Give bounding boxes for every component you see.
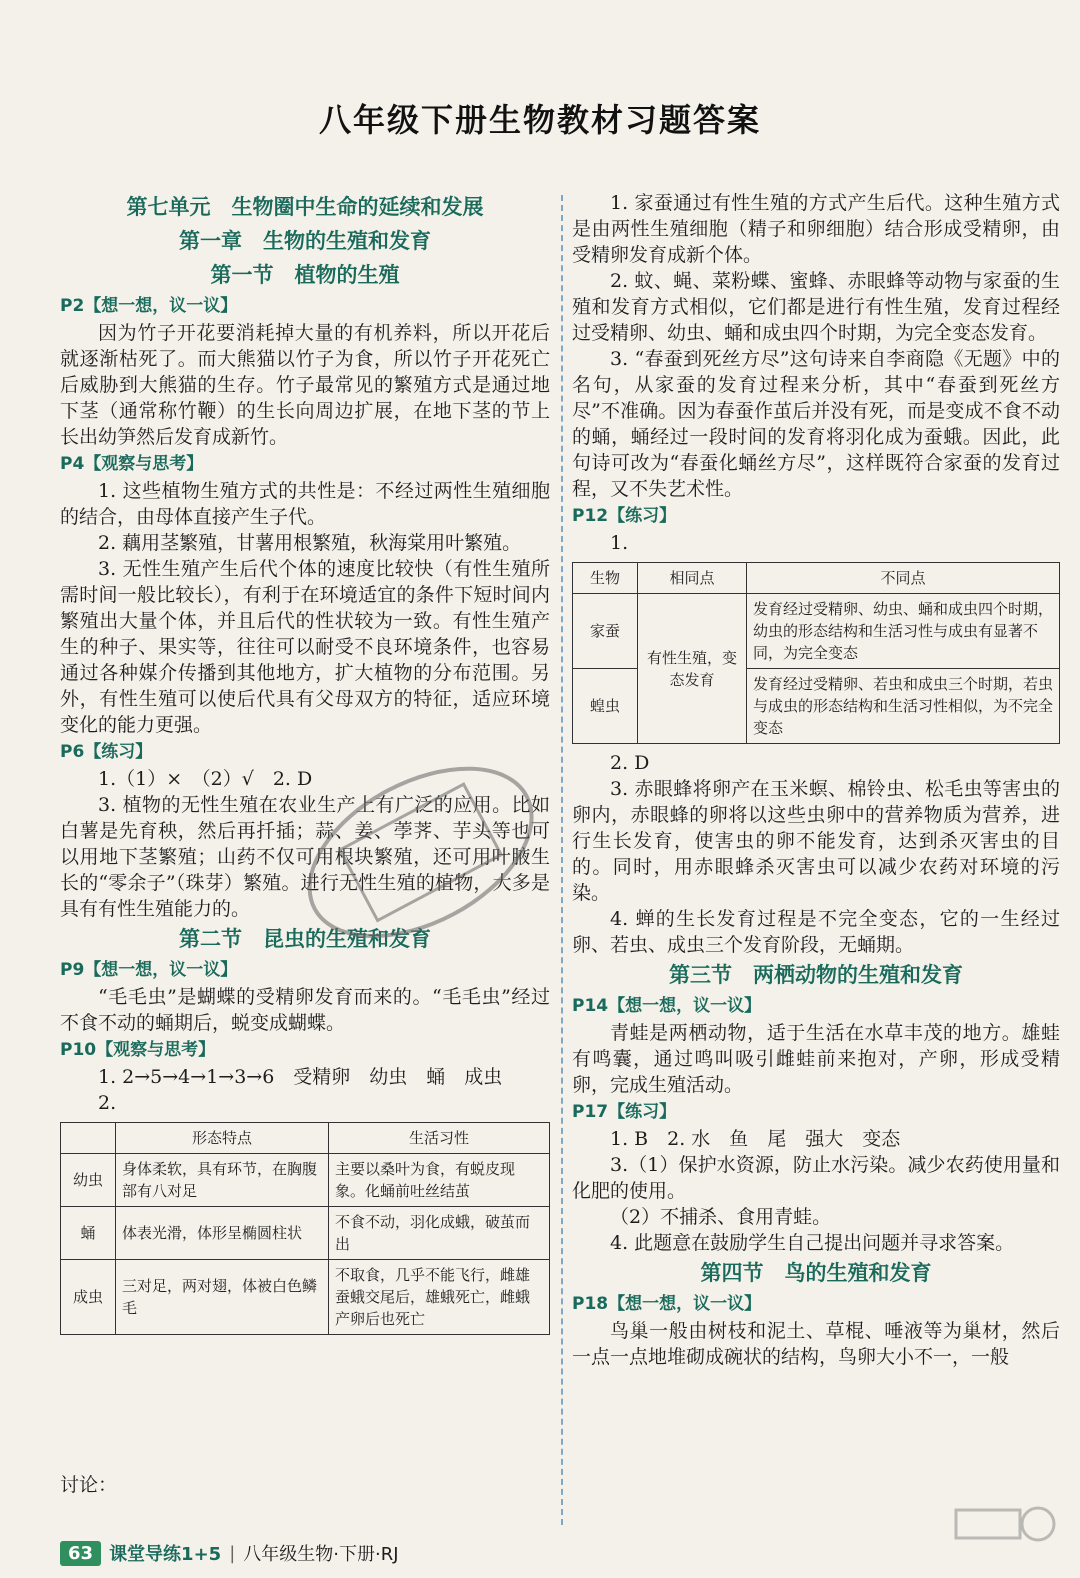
- p10-answer-2: 2.: [98, 1092, 117, 1114]
- table-header-cell: 生物: [573, 563, 638, 594]
- page-footer: [60, 1538, 399, 1568]
- section-heading-3: 第三节 两栖动物的生殖和发育: [669, 963, 963, 987]
- p9-answer: “毛毛虫”是蝴蝶的受精卵发育而来的。“毛毛虫”经过不食不动的蛹期后，蜕变成蝴蝶。: [60, 986, 550, 1034]
- p4-answer-1: 1. 这些植物生殖方式的共性是：不经过两性生殖细胞的结合，由母体直接产生子代。: [60, 480, 550, 528]
- p9-tag: P9【想一想，议一议】: [60, 960, 238, 980]
- p18-tag: P18【想一想，议一议】: [572, 1294, 762, 1314]
- table-cell: 不食不动，羽化成蛾，破茧而出: [329, 1207, 550, 1260]
- p4-answer-3: 3. 无性生殖产生后代个体的速度比较快（有性生殖所需时间一般比较长），有利于在环境适宜的条件下短时间内繁殖出大量个体，并且后代的性状较为一致。有性生殖产生的种子、果实等，往往可以耐受不良环境条件，也容易通过各种媒介传播到其他地方，扩大植物的分布范围。另外，有性生殖可以使后代具有父母双方的特征，适应环境变化的能力更强。: [60, 558, 550, 736]
- p6-tag: P6【练习】: [60, 742, 153, 762]
- page-title: 八年级下册生物教材习题答案: [318, 101, 761, 139]
- p12-answer-3: 3. 赤眼蜂将卵产在玉米螟、棉铃虫、松毛虫等害虫的卵内，赤眼蜂的卵将以这些虫卵中的营养物质为营养，进行生长发育，使害虫的卵不能发育，达到杀灭害虫的目的。同时，用赤眼蜂杀灭害虫可以减少农药对环境的污染。: [572, 778, 1060, 904]
- r-answer-3: 3. “春蚕到死丝方尽”这句诗来自李商隐《无题》中的名句，从家蚕的发育过程来分析，其中“春蚕到死丝方尽”不准确。因为春蚕作茧后并没有死，而是变成不食不动的蛹，蛹经过一段时间的发育将羽化成为蚕蛾。因此，此句诗可改为“春蚕化蛹丝方尽”，这样既符合家蚕的发育过程，又不失艺术性。: [572, 348, 1060, 500]
- p4-answer-2: 2. 藕用茎繁殖，甘薯用根繁殖，秋海棠用叶繁殖。: [98, 532, 522, 554]
- p10-tag: P10【观察与思考】: [60, 1040, 216, 1060]
- table-header-cell: 生活习性: [329, 1123, 550, 1154]
- table-cell: 蛹: [61, 1207, 116, 1260]
- table-row: [573, 594, 1060, 669]
- p10-answer-1: 1. 2→5→4→1→3→6 受精卵 幼虫 蛹 成虫: [98, 1066, 503, 1088]
- chapter-heading: 第一章 生物的生殖和发育: [179, 229, 431, 253]
- page-number: 63: [60, 1541, 101, 1566]
- table-header-cell: 不同点: [747, 563, 1060, 594]
- table-row: [61, 1207, 550, 1260]
- discussion-label: 讨论：: [60, 1474, 118, 1496]
- footer-brand: 课堂导练1+5: [109, 1544, 222, 1565]
- table-cell: 成虫: [61, 1260, 116, 1335]
- p14-answer: 青蛙是两栖动物，适于生活在水草丰茂的地方。雄蛙有鸣囊，通过鸣叫吸引雌蛙前来抱对，产卵，形成受精卵，完成生殖活动。: [572, 1022, 1060, 1096]
- table-header-cell: 形态特点: [116, 1123, 329, 1154]
- section-heading-1: 第一节 植物的生殖: [210, 263, 400, 287]
- corner-logo-icon: [950, 1500, 1060, 1560]
- p12-tag: P12【练习】: [572, 506, 677, 526]
- p2-answer: 因为竹子开花要消耗掉大量的有机养料，所以开花后就逐渐枯死了。而大熊猫以竹子为食，所以竹子开花死亡后威胁到大熊猫的生存。竹子最常见的繁殖方式是通过地下茎（通常称竹鞭）的生长向周边扩展，在地下茎的节上长出幼笋然后发育成新竹。: [60, 322, 550, 448]
- p6-answer-3: 3. 植物的无性生殖在农业生产上有广泛的应用。比如白薯是先育秧，然后再扦插；蒜、姜、荸荠、芋头等也可以用地下茎繁殖；山药不仅可用根块繁殖，还可用叶腋生长的“零余子”（珠芽）繁殖。进行无性生殖的植物，大多是具有有性生殖能力的。: [60, 794, 550, 920]
- table-cell: 幼虫: [61, 1154, 116, 1207]
- table-cell: 蝗虫: [573, 669, 638, 744]
- section-heading-4: 第四节 鸟的生殖和发育: [700, 1261, 932, 1285]
- r-answer-2: 2. 蚊、蝇、菜粉蝶、蜜蜂、赤眼蜂等动物与家蚕的生殖和发育方式相似，它们都是进行有性生殖，发育过程经过受精卵、幼虫、蛹和成虫四个时期，为完全变态发育。: [572, 270, 1060, 344]
- table-cell: 发育经过受精卵、幼虫、蛹和成虫四个时期，幼虫的形态结构和生活习性与成虫有显著不同，为完全变态: [747, 594, 1060, 669]
- table-cell: 家蚕: [573, 594, 638, 669]
- p18-answer: 鸟巢一般由树枝和泥土、草棍、唾液等为巢材，然后一点一点地堆砌成碗状的结构，鸟卵大小不一，一般: [572, 1320, 1060, 1368]
- table-row: [61, 1154, 550, 1207]
- silkworm-stage-table: [60, 1122, 550, 1335]
- p17-answer-3b: （2）不捕杀、食用青蛙。: [610, 1206, 832, 1228]
- table-header-cell: 相同点: [638, 563, 747, 594]
- corner-logo: [950, 1500, 1060, 1560]
- p17-answer-1: 1. B 2. 水 鱼 尾 强大 变态: [610, 1128, 901, 1150]
- table-header-cell: [61, 1123, 116, 1154]
- p12-answer-1: 1.: [610, 532, 629, 554]
- p12-answer-4: 4. 蝉的生长发育过程是不完全变态，它的一生经过卵、若虫、成虫三个发育阶段，无蛹期。: [572, 908, 1060, 956]
- p4-tag: P4【观察与思考】: [60, 454, 204, 474]
- right-column: [572, 190, 1060, 1370]
- table-cell: 三对足，两对翅，体被白色鳞毛: [116, 1260, 329, 1335]
- p17-answer-4: 4. 此题意在鼓励学生自己提出问题并寻求答案。: [610, 1232, 1015, 1254]
- p17-tag: P17【练习】: [572, 1102, 677, 1122]
- footer-book: 八年级生物·下册·RJ: [243, 1544, 399, 1565]
- table-cell: 不取食，几乎不能飞行，雌雄蚕蛾交尾后，雄蛾死亡，雌蛾产卵后也死亡: [329, 1260, 550, 1335]
- unit-heading: 第七单元 生物圈中生命的延续和发展: [126, 195, 484, 219]
- p2-tag: P2【想一想，议一议】: [60, 296, 238, 316]
- p17-answer-3a: 3.（1）保护水资源，防止水污染。减少农药使用量和化肥的使用。: [572, 1154, 1060, 1202]
- r-answer-1: 1. 家蚕通过有性生殖的方式产生后代。这种生殖方式是由两性生殖细胞（精子和卵细胞）结合形成受精卵，由受精卵发育成新个体。: [572, 192, 1060, 266]
- table-cell: 身体柔软，具有环节，在胸腹部有八对足: [116, 1154, 329, 1207]
- section-heading-2: 第二节 昆虫的生殖和发育: [179, 927, 431, 951]
- p6-answer-1: 1.（1）× （2）√ 2. D: [98, 768, 313, 790]
- table-cell: 发育经过受精卵、若虫和成虫三个时期，若虫与成虫的形态结构和生活习性相似，为不完全变态: [747, 669, 1060, 744]
- table-header-row: [573, 563, 1060, 594]
- footer-separator: |: [229, 1542, 236, 1564]
- p12-answer-2: 2. D: [610, 752, 650, 774]
- p14-tag: P14【想一想，议一议】: [572, 996, 762, 1016]
- metamorphosis-compare-table: [572, 562, 1060, 744]
- table-cell: 体表光滑，体形呈椭圆柱状: [116, 1207, 329, 1260]
- table-cell: 主要以桑叶为食，有蜕皮现象。化蛹前吐丝结茧: [329, 1154, 550, 1207]
- table-cell-common: 有性生殖，变态发育: [638, 594, 747, 744]
- table-header-row: [61, 1123, 550, 1154]
- table-row: [61, 1260, 550, 1335]
